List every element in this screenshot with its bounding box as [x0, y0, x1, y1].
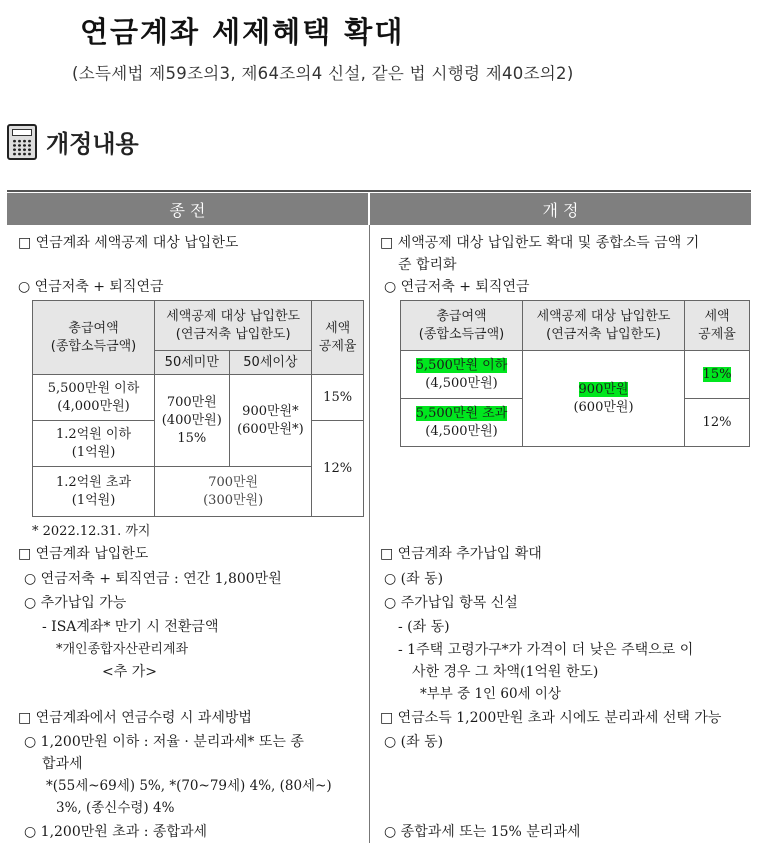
row12-under50: 700만원 (400만원) 15% — [155, 375, 229, 467]
left-note-isa: *개인종합자산관리계좌 — [56, 642, 189, 657]
row3-limit: 700만원 (300만원) — [155, 467, 312, 517]
row2-income: 5,500만원 초과 (4,500만원) — [401, 399, 523, 447]
left-item-under12: ○ 1,200만원 이하 : 저율 · 분리과세* 또는 종 — [24, 734, 304, 750]
right-item-same1: ○ (좌 동) — [384, 571, 444, 587]
row12-over50: 900만원* (600만원*) — [229, 375, 312, 467]
right-item-savings: ○ 연금저축 + 퇴직연금 — [384, 279, 530, 295]
left-limit-table — [32, 300, 364, 517]
row23-rate: 12% — [312, 421, 364, 517]
th-under50: 50세미만 — [155, 351, 229, 375]
th-income: 총급여액 (종합소득금액) — [401, 301, 523, 351]
th-over50: 50세이상 — [229, 351, 312, 375]
right-item-same3: ○ (좌 동) — [384, 734, 444, 750]
row1-income: 5,500만원 이하 (4,000만원) — [33, 375, 155, 421]
row1-income: 5,500만원 이하 (4,500만원) — [401, 351, 523, 399]
page-subtitle: (소득세법 제59조의3, 제64조의4 신설, 같은 법 시행령 제40조의2) — [72, 64, 574, 83]
th-income: 총급여액 (종합소득금액) — [33, 301, 155, 375]
table-top-rule — [7, 190, 751, 192]
row3-income: 1.2억원 초과 (1억원) — [33, 467, 155, 517]
th-limit: 세액공제 대상 납입한도 (연금저축 납입한도) — [523, 301, 685, 351]
row2-rate: 12% — [685, 399, 750, 447]
header-after: 개 정 — [370, 193, 751, 225]
left-item-isa: - ISA계좌* 만기 시 전환금액 — [42, 619, 219, 635]
right-item-new: ○ 주가납입 항목 신설 — [384, 595, 518, 611]
row-limit: 900만원 (600만원) — [523, 351, 685, 447]
left-item-savings: ○ 연금저축 + 퇴직연금 — [18, 279, 164, 295]
right-item-housing-cont: 사한 경우 그 차액(1억원 한도) — [412, 664, 599, 680]
left-item-under12-cont: 합과세 — [42, 756, 83, 772]
left-item-taxation: □ 연금계좌에서 연금수령 시 과세방법 — [18, 710, 252, 726]
left-label-add: <추 가> — [102, 664, 157, 680]
row1-rate: 15% — [685, 351, 750, 399]
right-item-same2: - (좌 동) — [398, 619, 450, 635]
left-item-annual: ○ 연금저축 + 퇴직연금 : 연간 1,800만원 — [24, 571, 282, 587]
right-note-couple: *부부 중 1인 60세 이상 — [420, 686, 561, 702]
right-limit-table — [400, 300, 750, 447]
left-note-rates-cont: 3%, (종신수령) 4% — [56, 800, 175, 816]
left-item-account-limit: □ 연금계좌 납입한도 — [18, 546, 149, 562]
section-title: 개정내용 — [46, 130, 139, 158]
column-divider — [369, 225, 370, 843]
left-item-limit: □ 연금계좌 세액공제 대상 납입한도 — [18, 235, 239, 251]
left-note-date: * 2022.12.31. 까지 — [32, 524, 151, 539]
th-rate: 세액 공제율 — [685, 301, 750, 351]
right-item-extra-expand: □ 연금계좌 추가납입 확대 — [380, 546, 542, 562]
row1-rate: 15% — [312, 375, 364, 421]
page-title: 연금계좌 세제혜택 확대 — [80, 15, 405, 49]
header-before: 종 전 — [7, 193, 368, 225]
right-item-expand: □ 세액공제 대상 납입한도 확대 및 종합소득 금액 기 — [380, 235, 700, 251]
row2-income: 1.2억원 이하 (1억원) — [33, 421, 155, 467]
th-rate: 세액 공제율 — [312, 301, 364, 375]
right-item-housing: - 1주택 고령가구*가 가격이 더 낮은 주택으로 이 — [398, 642, 694, 658]
left-item-over12: ○ 1,200만원 초과 : 종합과세 — [24, 824, 208, 840]
th-limit: 세액공제 대상 납입한도 (연금저축 납입한도) — [155, 301, 312, 351]
right-item-option: ○ 종합과세 또는 15% 분리과세 — [384, 824, 581, 840]
left-item-extra: ○ 추가납입 가능 — [24, 595, 127, 611]
right-item-separate: □ 연금소득 1,200만원 초과 시에도 분리과세 선택 가능 — [380, 710, 722, 726]
left-note-rates: *(55세~69세) 5%, *(70~79세) 4%, (80세~) — [46, 778, 332, 794]
calculator-icon — [7, 124, 37, 160]
right-item-expand-cont: 준 합리화 — [398, 257, 457, 273]
